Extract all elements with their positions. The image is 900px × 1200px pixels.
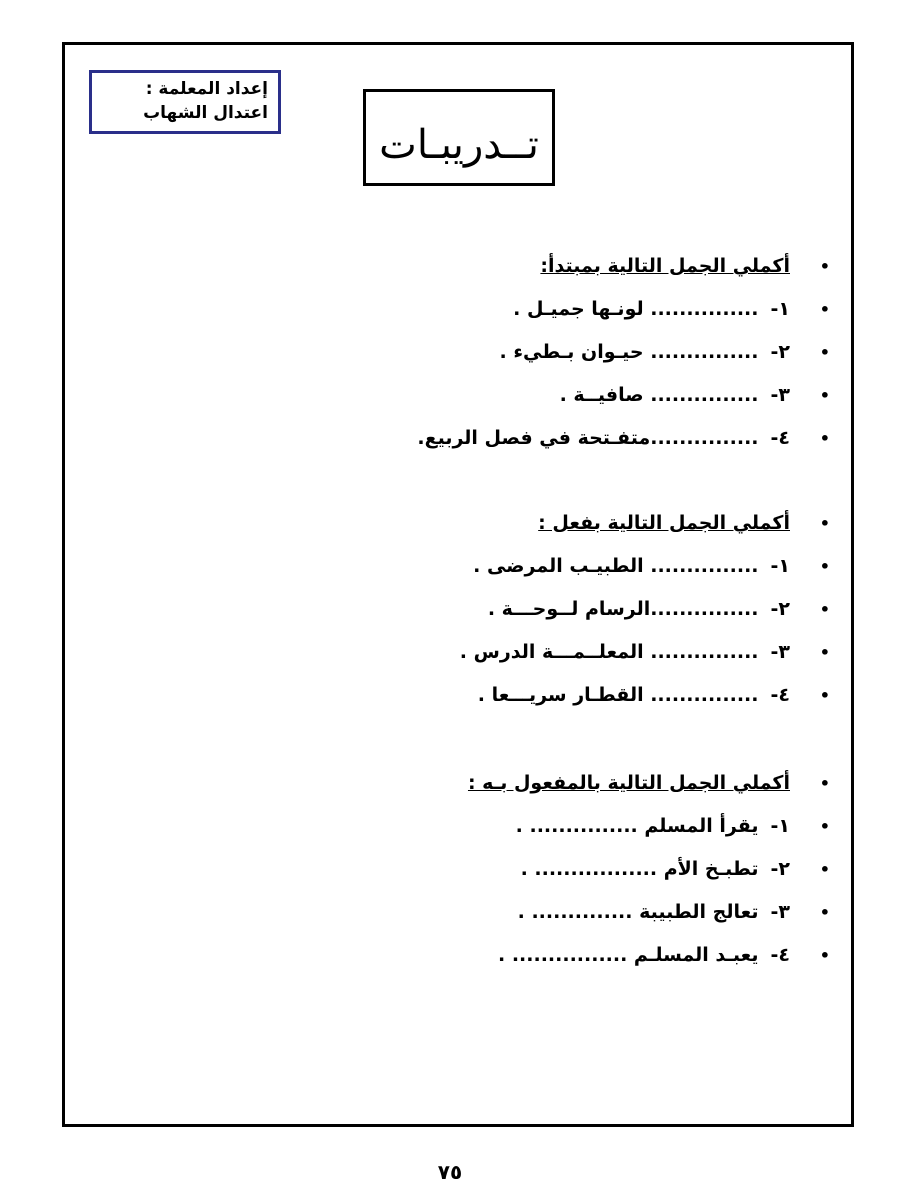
list-item <box>150 674 830 717</box>
list-item <box>150 417 830 460</box>
item-text: يعبـد المسلـم ................ . <box>498 944 759 966</box>
list-item <box>150 288 830 331</box>
exercise-section-3 <box>150 762 830 977</box>
item-text: ...............متفـتحة في فصل الربيع. <box>417 427 759 449</box>
author-label: إعداد المعلمة : <box>145 79 268 99</box>
title-box <box>363 89 555 186</box>
item-text: ............... القطـار سريـــعا . <box>477 684 759 706</box>
bullet-icon: • <box>819 946 830 965</box>
bullet-icon: • <box>819 557 830 576</box>
section-heading-text: أكملي الجمل التالية بفعل : <box>538 512 790 534</box>
bullet-icon: • <box>819 257 830 276</box>
list-item <box>150 374 830 417</box>
item-number: ٣- <box>770 901 790 923</box>
item-text: ...............الرسام لــوحـــة . <box>487 598 759 620</box>
item-text: ............... المعلــمـــة الدرس . <box>459 641 759 663</box>
bullet-icon: • <box>819 386 830 405</box>
bullet-icon: • <box>819 300 830 319</box>
exercise-section-1 <box>150 245 830 460</box>
page-title: تــدريبـات <box>379 121 539 168</box>
author-box <box>89 70 281 134</box>
item-number: ٤- <box>770 944 790 966</box>
section-heading-text: أكملي الجمل التالية بالمفعول بـه : <box>467 772 790 794</box>
item-text: ............... لونـها جميـل . <box>513 298 759 320</box>
item-number: ٢- <box>770 858 790 880</box>
section-heading-text: أكملي الجمل التالية بمبتدأ: <box>540 255 790 277</box>
item-number: ٢- <box>770 341 790 363</box>
list-item <box>150 631 830 674</box>
bullet-icon: • <box>819 903 830 922</box>
item-text: تعالج الطبيبة .............. . <box>517 901 759 923</box>
list-item <box>150 848 830 891</box>
item-text: تطبـخ الأم ................. . <box>520 858 759 880</box>
section-heading <box>150 762 830 805</box>
author-name: اعتدال الشهاب <box>143 103 268 123</box>
bullet-icon: • <box>819 817 830 836</box>
page-number: ٧٥ <box>437 1160 463 1184</box>
item-text: ............... صافيــة . <box>559 384 759 406</box>
item-text: ............... الطبيـب المرضى . <box>473 555 759 577</box>
list-item <box>150 891 830 934</box>
item-text: يقرأ المسلم ............... . <box>515 815 759 837</box>
bullet-icon: • <box>819 686 830 705</box>
item-number: ١- <box>770 815 790 837</box>
bullet-icon: • <box>819 514 830 533</box>
item-number: ١- <box>770 555 790 577</box>
item-number: ٤- <box>770 427 790 449</box>
section-heading <box>150 502 830 545</box>
item-number: ٢- <box>770 598 790 620</box>
list-item <box>150 331 830 374</box>
list-item <box>150 545 830 588</box>
item-number: ٤- <box>770 684 790 706</box>
bullet-icon: • <box>819 429 830 448</box>
item-number: ٣- <box>770 384 790 406</box>
item-number: ١- <box>770 298 790 320</box>
bullet-icon: • <box>819 600 830 619</box>
bullet-icon: • <box>819 774 830 793</box>
section-heading <box>150 245 830 288</box>
list-item <box>150 805 830 848</box>
item-text: ............... حيـوان بـطيء . <box>499 341 759 363</box>
bullet-icon: • <box>819 643 830 662</box>
bullet-icon: • <box>819 343 830 362</box>
list-item <box>150 588 830 631</box>
item-number: ٣- <box>770 641 790 663</box>
list-item <box>150 934 830 977</box>
exercise-section-2 <box>150 502 830 717</box>
bullet-icon: • <box>819 860 830 879</box>
